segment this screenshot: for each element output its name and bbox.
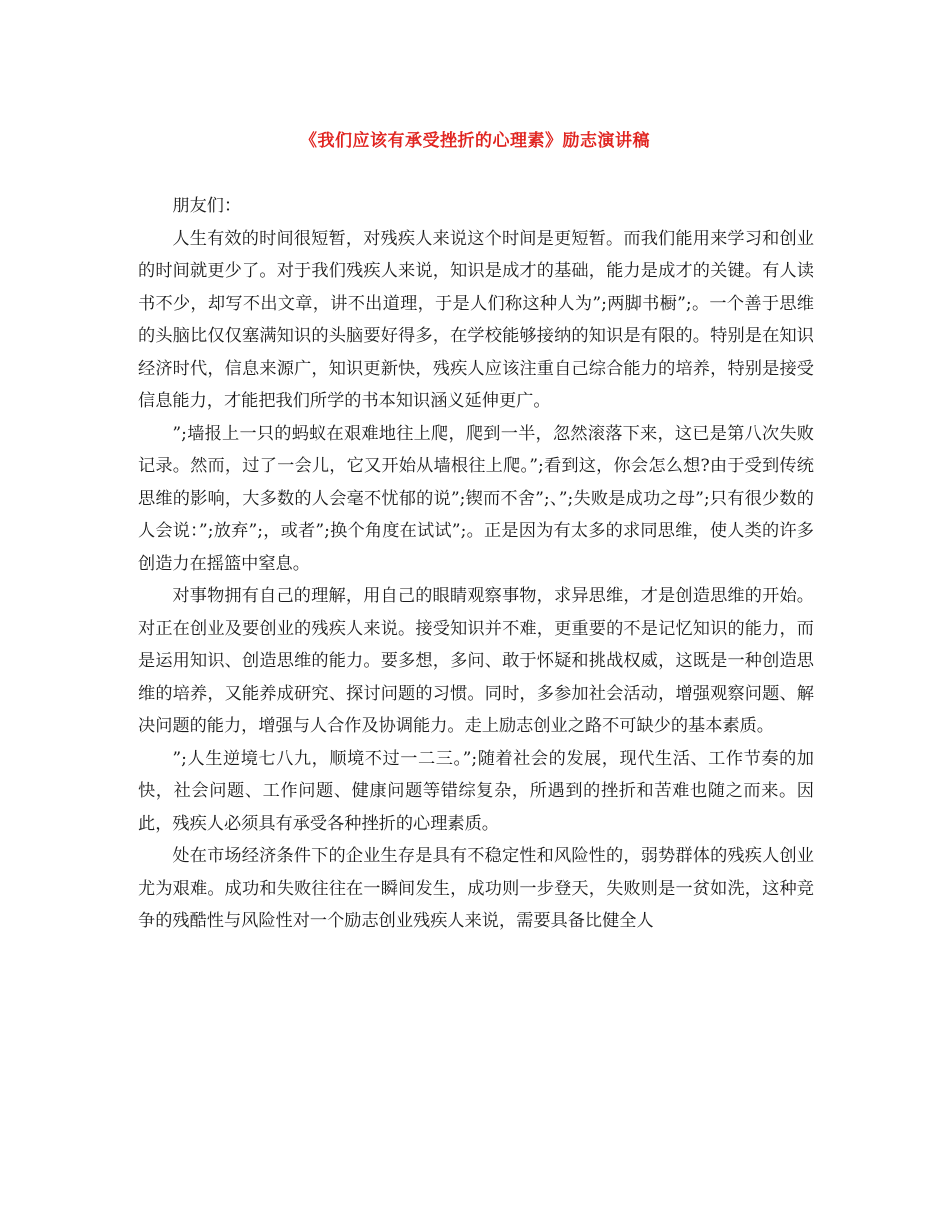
paragraph: 处在市场经济条件下的企业生存是具有不稳定性和风险性的，弱势群体的残疾人创业尤为艰难。成功和失败往往在一瞬间发生，成功则一步登天，失败则是一贫如洗，这种竞争的残酷性与风险性对一个励志创业残疾人来说，需要具备比健全人 — [138, 846, 814, 931]
document-body — [138, 190, 814, 938]
paragraph: 对事物拥有自己的理解，用自己的眼睛观察事物，求异思维，才是创造思维的开始。对正在创业及要创业的残疾人来说。接受知识并不难，更重要的不是记忆知识的能力，而是运用知识、创造思维的能力。要多想，多问、敢于怀疑和挑战权威，这既是一种创造思维的培养，又能养成研究、探讨问题的习惯。同时，多参加社会活动，增强观察问题、解决问题的能力，增强与人合作及协调能力。走上励志创业之路不可缺少的基本素质。 — [138, 586, 814, 736]
paragraph: 人生有效的时间很短暂，对残疾人来说这个时间是更短暂。而我们能用来学习和创业的时间就更少了。对于我们残疾人来说，知识是成才的基础，能力是成才的关键。有人读书不少，却写不出文章，讲不出道理，于是人们称这种人为”;两脚书橱”;。一个善于思维的头脑比仅仅塞满知识的头脑要好得多，在学校能够接纳的知识是有限的。特别是在知识经济时代，信息来源广，知识更新快，残疾人应该注重自己综合能力的培养，特别是接受信息能力，才能把我们所学的书本知识涵义延伸更广。 — [138, 228, 814, 411]
paragraph: ”;人生逆境七八九，顺境不过一二三。”;随着社会的发展，现代生活、工作节奏的加快，社会问题、工作问题、健康问题等错综复杂，所遇到的挫折和苦难也随之而来。因此，残疾人必须具有承受各种挫折的心理素质。 — [138, 748, 814, 834]
greeting: 朋友们： — [172, 196, 242, 216]
document-title: 《我们应该有承受挫折的心理素》励志演讲稿 — [300, 131, 650, 151]
paragraph: ”;墙报上一只的蚂蚁在艰难地往上爬，爬到一半，忽然滚落下来，这已是第八次失败记录。然而，过了一会儿，它又开始从墙根往上爬。”;看到这，你会怎么想?由于受到传统思维的影响，大多数的人会毫不忧郁的说”;锲而不舍”;、”;失败是成功之母”;只有很少数的人会说：”;放弃”;，或者”;换个角度在试试”;。正是因为有太多的求同思维，使人类的许多创造力在摇篮中窒息。 — [138, 423, 814, 574]
